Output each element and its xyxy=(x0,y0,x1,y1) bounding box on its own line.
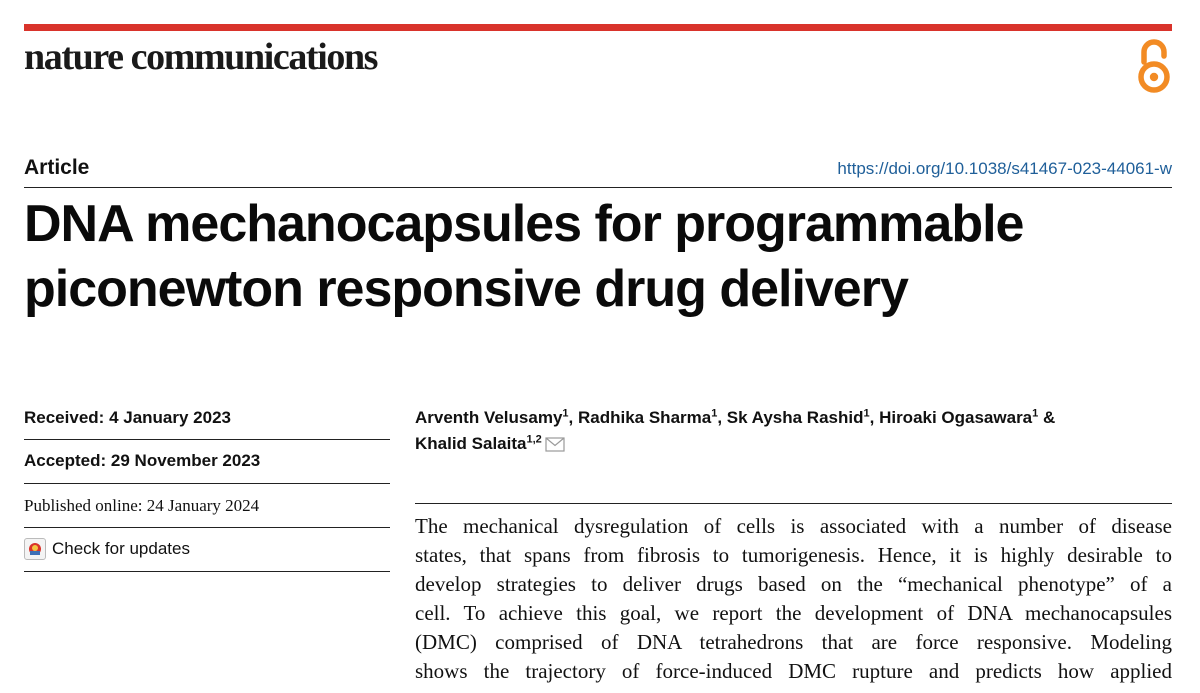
abstract-line: cell. To achieve this goal, we report the development of DNA mechanocapsules xyxy=(415,601,1172,625)
check-for-updates-label: Check for updates xyxy=(52,539,190,558)
mail-icon[interactable] xyxy=(545,437,565,452)
author-name[interactable]: Sk Aysha Rashid xyxy=(726,408,864,427)
author-name[interactable]: Arventh Velusamy xyxy=(415,408,563,427)
meta-divider xyxy=(24,483,390,484)
author-affiliation: 1 xyxy=(562,407,569,420)
title-divider xyxy=(24,187,1172,188)
received-label: Received: xyxy=(24,408,105,427)
author-separator: & xyxy=(1038,408,1056,427)
accepted-value: 29 November 2023 xyxy=(110,451,261,470)
meta-divider xyxy=(24,439,390,440)
journal-accent-bar xyxy=(24,24,1172,31)
abstract-line: states, that spans from fibrosis to tumorigenesis. Hence, it is highly desirable to xyxy=(415,543,1172,567)
check-for-updates-button[interactable] xyxy=(24,538,190,560)
published-label: Published online: xyxy=(24,496,143,515)
published-value: 24 January 2024 xyxy=(146,496,260,515)
meta-divider xyxy=(24,527,390,528)
author-affiliation: 1,2 xyxy=(526,433,542,446)
author-list xyxy=(415,405,1175,457)
article-title xyxy=(24,192,1174,322)
abstract-line: develop strategies to deliver drugs based on the “mechanical phenotype” of a xyxy=(415,572,1172,596)
published-date xyxy=(24,496,259,516)
abstract xyxy=(415,512,1172,686)
author-separator: , xyxy=(717,408,727,427)
author-separator: , xyxy=(568,408,578,427)
accepted-label: Accepted: xyxy=(24,451,107,470)
check-for-updates-icon xyxy=(24,538,46,560)
author-name[interactable]: Radhika Sharma xyxy=(577,408,712,427)
received-date xyxy=(24,408,231,428)
abstract-line: (DMC) comprised of DNA tetrahedrons that are force responsive. Modeling xyxy=(415,630,1172,654)
author-affiliation: 1 xyxy=(711,407,718,420)
received-value: 4 January 2023 xyxy=(109,408,231,427)
abstract-line: The mechanical dysregulation of cells is associated with a number of disease xyxy=(415,514,1172,538)
title-line: piconewton responsive drug delivery xyxy=(24,260,908,318)
abstract-line: shows the trajectory of force-induced DMC rupture and predicts how applied xyxy=(415,659,1172,683)
author-name[interactable]: Hiroaki Ogasawara xyxy=(879,408,1033,427)
author-affiliation: 1 xyxy=(863,407,870,420)
article-type: Article xyxy=(24,156,90,179)
accepted-date xyxy=(24,451,260,471)
author-separator: , xyxy=(869,408,880,427)
doi-link[interactable]: https://doi.org/10.1038/s41467-023-44061-w xyxy=(837,159,1172,178)
meta-divider xyxy=(24,571,390,572)
open-access-icon[interactable] xyxy=(1134,38,1174,94)
title-line: DNA mechanocapsules for programmable xyxy=(24,195,1024,253)
abstract-divider xyxy=(415,503,1172,504)
journal-name[interactable]: nature communications xyxy=(24,36,378,78)
author-affiliation: 1 xyxy=(1032,407,1039,420)
author-name[interactable]: Khalid Salaita xyxy=(415,434,527,453)
